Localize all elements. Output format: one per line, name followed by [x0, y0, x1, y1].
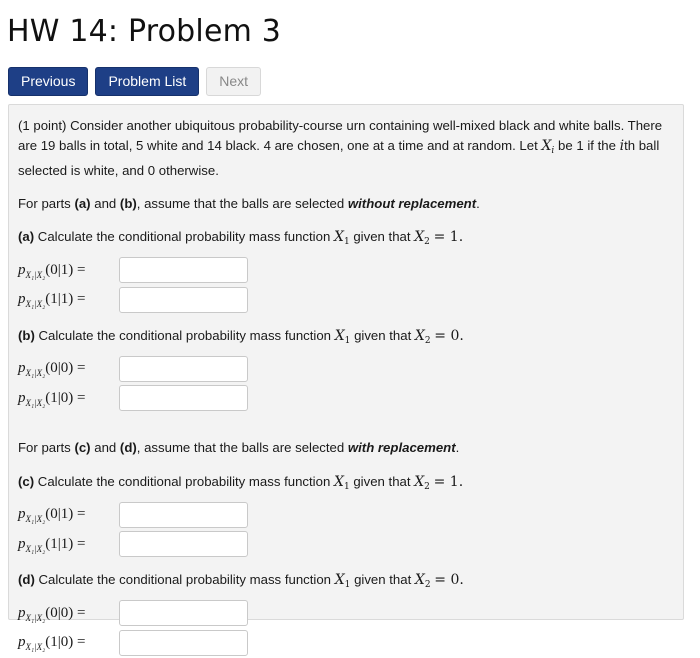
part-label: (a) [18, 229, 35, 244]
question-part-b [18, 326, 673, 414]
page-title: HW 14: Problem 3 [7, 14, 282, 49]
var-x2: $X_2$ [414, 327, 431, 346]
assumption-with: For parts (c) and (d), assume that the balls are selected with replacement. [18, 440, 460, 455]
points-label: (1 point) [18, 118, 67, 133]
next-button[interactable]: Next [206, 67, 261, 96]
part-label: (b) [18, 327, 35, 343]
var-x2: $X_2$ [414, 473, 430, 492]
var-x1: $X_1$ [333, 473, 350, 492]
answer-row [18, 500, 673, 530]
question-part-a [18, 227, 673, 315]
answer-input-b-2[interactable] [119, 385, 248, 411]
var-i: i [619, 137, 625, 154]
answer-input-c-2[interactable] [119, 531, 248, 557]
part-label: (d) [18, 572, 35, 587]
pmf-subscript: X₁|X₂ [25, 514, 46, 525]
var-xi: $X_i$ [541, 137, 555, 156]
pmf-args: (1|0) = [45, 634, 86, 651]
answer-input-b-1[interactable] [119, 356, 248, 382]
pmf-expression: $p_{X_1|X_2}(0|1)$ = [18, 261, 86, 280]
part-prompt: (b) Calculate the conditional probability mass function $X_1$ given that $X_2 = 0$. [18, 327, 464, 346]
pmf-subscript: X₁|X₂ [25, 642, 46, 653]
condition-value: 0 [450, 572, 460, 588]
part-label: (c) [18, 473, 35, 489]
pmf-expression: $p_{X_1|X_2}(0|0)$ = [18, 360, 86, 379]
part-prompt: (a) Calculate the conditional probability mass function $X_1$ given that $X_2 = 1$. [18, 229, 464, 247]
pmf-args: (1|1) = [45, 535, 86, 552]
question-part-d [18, 570, 673, 658]
condition-value: 1 [449, 473, 459, 490]
pmf-subscript: X₁|X₂ [25, 299, 46, 310]
pmf-expression: $p_{X_1|X_2}(1|1)$ = [18, 535, 86, 554]
answer-input-d-2[interactable] [119, 630, 248, 656]
pmf-expression: $p_{X_1|X_2}(1|0)$ = [18, 634, 86, 653]
pmf-subscript: X₁|X₂ [25, 612, 46, 623]
part-prompt: (c) Calculate the conditional probability mass function $X_1$ given that $X_2 = 1$. [18, 473, 464, 492]
pmf-args: (0|1) = [45, 506, 86, 523]
pmf-expression: $p_{X_1|X_2}(0|1)$ = [18, 506, 86, 525]
pmf-subscript: X₁|X₂ [25, 269, 46, 280]
answer-input-c-1[interactable] [119, 502, 248, 528]
condition-value: 0 [450, 327, 460, 344]
pmf-args: (1|1) = [45, 291, 86, 308]
pmf-expression: $p_{X_1|X_2}(1|0)$ = [18, 389, 86, 408]
var-x2: $X_2$ [414, 229, 430, 247]
problem-intro: (1 point) Consider another ubiquitous probability-course urn containing well-mixed black and white balls. There are 19 balls in total, 5 white and 14 black. 4 are chosen, one at a time and at random. Let $X_i$ be 1 if the ith ball selected is white, and 0 otherwise. [18, 118, 663, 178]
answer-row [18, 628, 673, 658]
var-x1: $X_1$ [334, 572, 351, 590]
part-prompt: (d) Calculate the conditional probability mass function $X_1$ given that $X_2 = 0$. [18, 572, 464, 590]
pmf-args: (0|0) = [45, 360, 86, 377]
pmf-args: (1|0) = [45, 389, 86, 406]
answer-input-d-1[interactable] [119, 600, 248, 626]
var-x2: $X_2$ [414, 572, 431, 590]
assumption-without: For parts (a) and (b), assume that the balls are selected without replacement. [18, 195, 480, 211]
answer-input-a-1[interactable] [119, 257, 248, 283]
var-x1: $X_1$ [333, 229, 350, 247]
problem-nav [8, 67, 261, 96]
question-part-c [18, 472, 673, 560]
pmf-args: (0|0) = [45, 604, 86, 621]
condition-value: 1 [449, 229, 459, 245]
answer-row [18, 256, 673, 286]
answer-row [18, 354, 673, 384]
pmf-expression: $p_{X_1|X_2}(1|1)$ = [18, 291, 86, 310]
answer-row [18, 599, 673, 629]
problem-panel [8, 104, 684, 653]
previous-button[interactable]: Previous [8, 67, 88, 96]
answer-input-a-2[interactable] [119, 287, 248, 313]
problem-list-button[interactable]: Problem List [95, 67, 199, 96]
pmf-args: (0|1) = [45, 261, 86, 278]
pmf-subscript: X₁|X₂ [25, 543, 46, 554]
answer-row [18, 285, 673, 315]
var-x1: $X_1$ [334, 327, 351, 346]
answer-row [18, 384, 673, 414]
pmf-subscript: X₁|X₂ [25, 397, 46, 408]
pmf-subscript: X₁|X₂ [25, 368, 46, 379]
intro-text: Consider another ubiquitous probability-course urn containing well-mixed black and white balls. There are 19 balls in total, 5 white and 14 black. 4 are chosen, one at a time and at random. Let [18, 118, 663, 153]
pmf-expression: $p_{X_1|X_2}(0|0)$ = [18, 604, 86, 623]
answer-row [18, 530, 673, 560]
